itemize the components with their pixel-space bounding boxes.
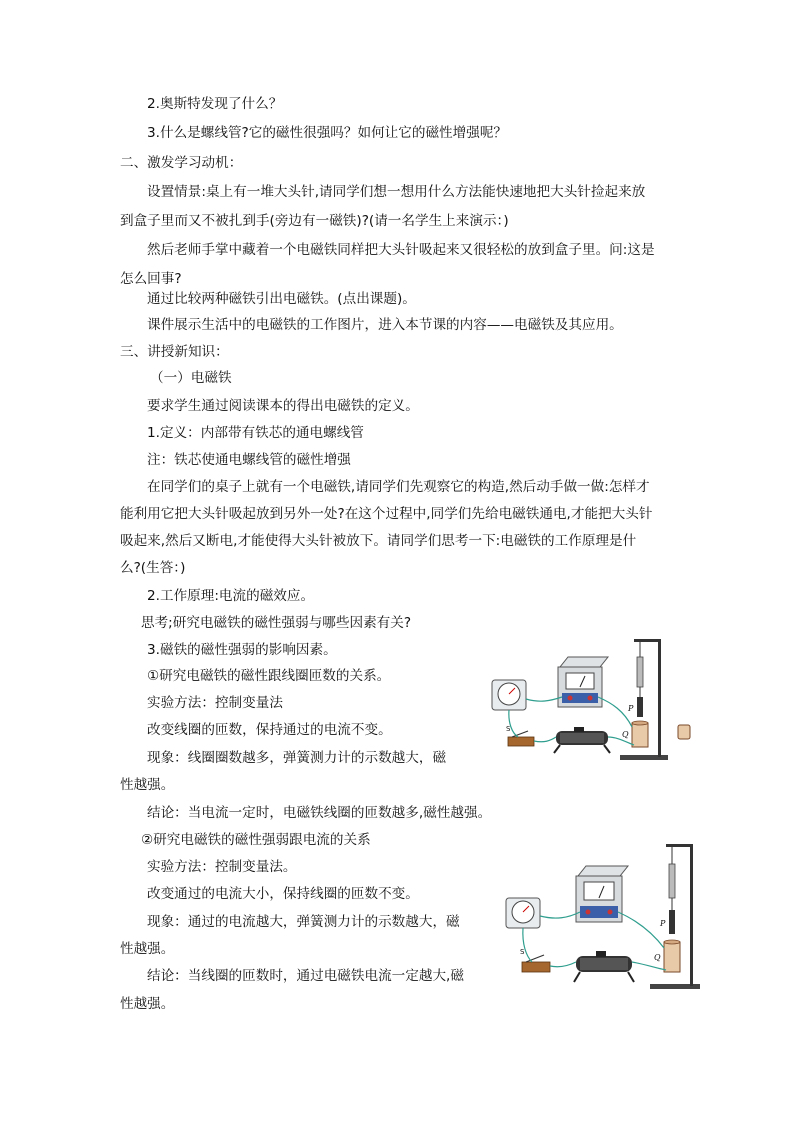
question-3: 3.什么是螺线管?它的磁性很强吗？如何让它的磁性增强呢？ xyxy=(147,125,508,141)
courseware-line: 课件展示生活中的电磁铁的工作图片，进入本节课的内容——电磁铁及其应用。 xyxy=(147,317,623,333)
requirement-line: 要求学生通过阅读课本的得出电磁铁的定义。 xyxy=(147,398,419,414)
spare-coil xyxy=(678,725,690,739)
label-s: S xyxy=(520,948,525,956)
note-line: 注：铁芯使通电螺线管的磁性增强 xyxy=(147,452,351,468)
activity-line-2: 能利用它把大头针吸起放到另外一处?在这个过程中,同学们先给电磁铁通电,才能把大头针 xyxy=(120,506,653,522)
compare-line: 通过比较两种磁铁引出电磁铁。(点出课题)。 xyxy=(147,291,416,307)
scenario-line-2: 到盒子里而又不被扎到手(旁边有一磁铁)?(请一名学生上来演示：) xyxy=(120,213,509,229)
activity-line-1: 在同学们的桌子上就有一个电磁铁,请同学们先观察它的构造,然后动手做一做:怎样才 xyxy=(147,479,650,495)
section-2-heading: 二、激发学习动机： xyxy=(120,155,243,171)
experiment-2-phenomenon-1: 现象：通过的电流越大，弹簧测力计的示数越大，磁 xyxy=(147,914,460,930)
principle-line: 2.工作原理:电流的磁效应。 xyxy=(147,588,315,604)
coil xyxy=(654,940,680,972)
section-3-heading: 三、讲授新知识： xyxy=(120,344,229,360)
experiment-2-phenomenon-2: 性越强。 xyxy=(120,941,175,957)
switch xyxy=(506,725,534,746)
subsection-1-heading: （一）电磁铁 xyxy=(150,370,232,386)
apparatus-figure-1 xyxy=(488,633,696,770)
experiment-1-method: 实验方法：控制变量法 xyxy=(147,695,283,711)
label-p: P xyxy=(660,919,666,928)
experiment-2-title: ②研究电磁铁的磁性强弱跟电流的关系 xyxy=(141,832,371,848)
experiment-2-conclusion-2: 性越强。 xyxy=(120,996,175,1012)
rheostat xyxy=(574,951,634,982)
apparatus-figure-2 xyxy=(502,838,708,1003)
experiment-1-phenomenon-1: 现象：线圈圈数越多，弹簧测力计的示数越大，磁 xyxy=(147,750,447,766)
question-2: 2.奥斯特发现了什么？ xyxy=(147,96,283,112)
experiment-1-title: ①研究电磁铁的磁性跟线圈匝数的关系。 xyxy=(147,668,391,684)
experiment-1-change: 改变线圈的匝数，保持通过的电流不变。 xyxy=(147,722,392,738)
rheostat xyxy=(554,727,610,753)
experiment-2-conclusion-1: 结论：当线圈的匝数时，通过电磁铁电流一定越大,磁 xyxy=(147,968,464,984)
activity-line-3: 吸起来,然后又断电,才能使得大头针被放下。请同学们思考一下:电磁铁的工作原理是什 xyxy=(120,533,637,549)
think-line: 思考;研究电磁铁的磁性强弱与哪些因素有关? xyxy=(141,615,412,631)
experiment-2-method: 实验方法：控制变量法。 xyxy=(147,859,297,875)
coil xyxy=(622,721,648,747)
definition-line: 1.定义：内部带有铁芯的通电螺线管 xyxy=(147,425,364,441)
experiment-1-conclusion: 结论：当电流一定时，电磁铁线圈的匝数越多,磁性越强。 xyxy=(147,805,492,821)
label-p: P xyxy=(628,704,634,713)
activity-line-4: 么?(生答：) xyxy=(120,560,186,576)
label-q: Q xyxy=(654,953,661,962)
teacher-line-1: 然后老师手掌中藏着一个电磁铁同样把大头针吸起来又很轻松的放到盒子里。问:这是 xyxy=(147,242,655,258)
experiment-2-change: 改变通过的电流大小，保持线圈的匝数不变。 xyxy=(147,886,419,902)
scenario-line-1: 设置情景:桌上有一堆大头针,请同学们想一想用什么方法能快速地把大头针捡起来放 xyxy=(147,184,646,200)
factors-line: 3.磁铁的磁性强弱的影响因素。 xyxy=(147,642,337,658)
ammeter xyxy=(492,680,526,710)
label-q: Q xyxy=(622,730,629,739)
experiment-1-phenomenon-2: 性越强。 xyxy=(120,777,175,793)
ammeter xyxy=(506,898,540,928)
label-s: S xyxy=(506,725,511,733)
switch xyxy=(520,948,550,972)
teacher-line-2: 怎么回事? xyxy=(120,271,182,287)
meter-box xyxy=(558,657,608,707)
